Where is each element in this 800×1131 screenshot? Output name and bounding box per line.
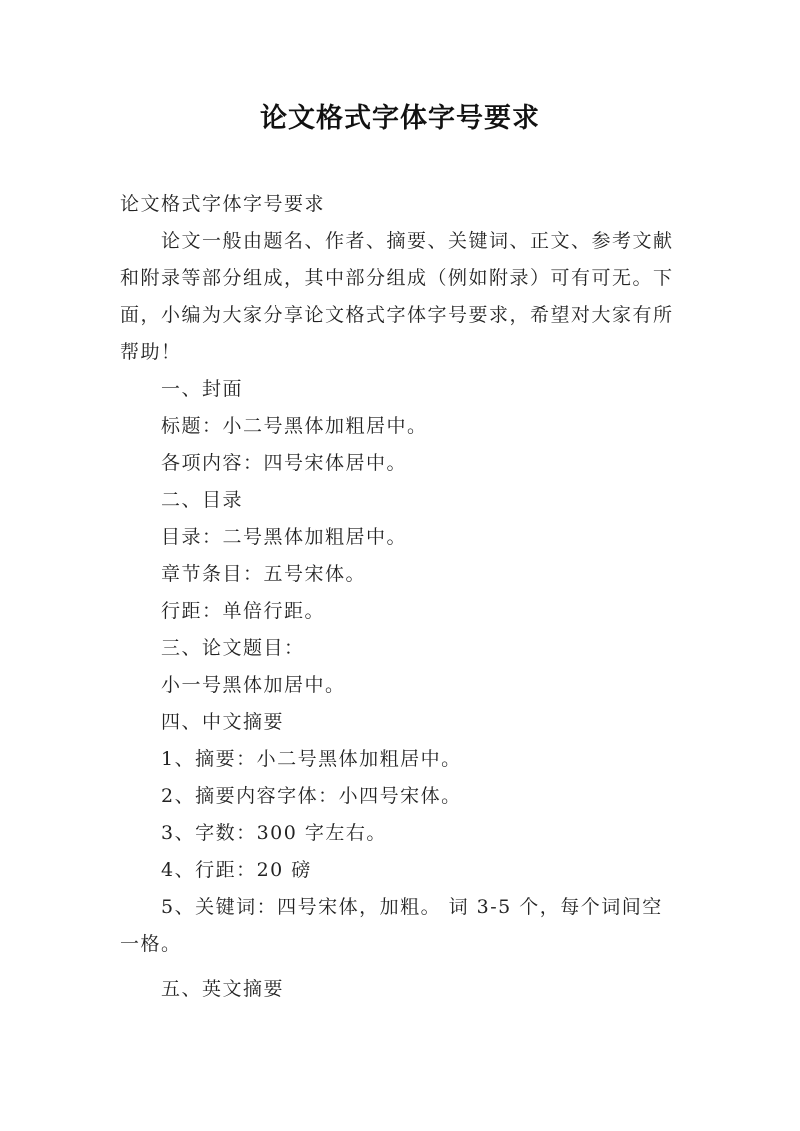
intro-paragraph: 论文一般由题名、作者、摘要、关键词、正文、参考文献和附录等部分组成，其中部分组成（例如附录）可有可无。下面，小编为大家分享论文格式字体字号要求，希望对大家有所帮助！	[120, 230, 674, 363]
toc-title-rule: 目录：二号黑体加粗居中。	[161, 526, 408, 548]
cover-title-rule: 标题：小二号黑体加粗居中。	[161, 415, 428, 437]
paper-title-rule: 小一号黑体加居中。	[161, 674, 346, 696]
abstract-spacing-rule: 4、行距：20 磅	[161, 859, 312, 881]
section-heading-toc: 二、目录	[161, 489, 244, 511]
toc-entry-rule: 章节条目：五号宋体。	[161, 563, 367, 585]
section-heading-paper-title: 三、论文题目：	[161, 637, 305, 659]
cover-content-rule: 各项内容：四号宋体居中。	[161, 452, 408, 474]
abstract-wordcount-rule: 3、字数：300 字左右。	[161, 822, 387, 844]
toc-spacing-rule: 行距：单倍行距。	[161, 600, 326, 622]
subtitle-paragraph: 论文格式字体字号要求	[120, 193, 326, 215]
section-heading-cover: 一、封面	[161, 378, 244, 400]
section-heading-en-abstract: 五、英文摘要	[161, 978, 285, 1000]
abstract-content-rule: 2、摘要内容字体：小四号宋体。	[161, 785, 462, 807]
document-body	[120, 186, 682, 1008]
keywords-rule: 5、关键词：四号宋体，加粗。 词 3-5 个，每个词间空一格。	[120, 896, 663, 955]
document-title: 论文格式字体字号要求	[260, 103, 540, 134]
section-heading-cn-abstract: 四、中文摘要	[161, 711, 285, 733]
abstract-title-rule: 1、摘要：小二号黑体加粗居中。	[161, 748, 462, 770]
